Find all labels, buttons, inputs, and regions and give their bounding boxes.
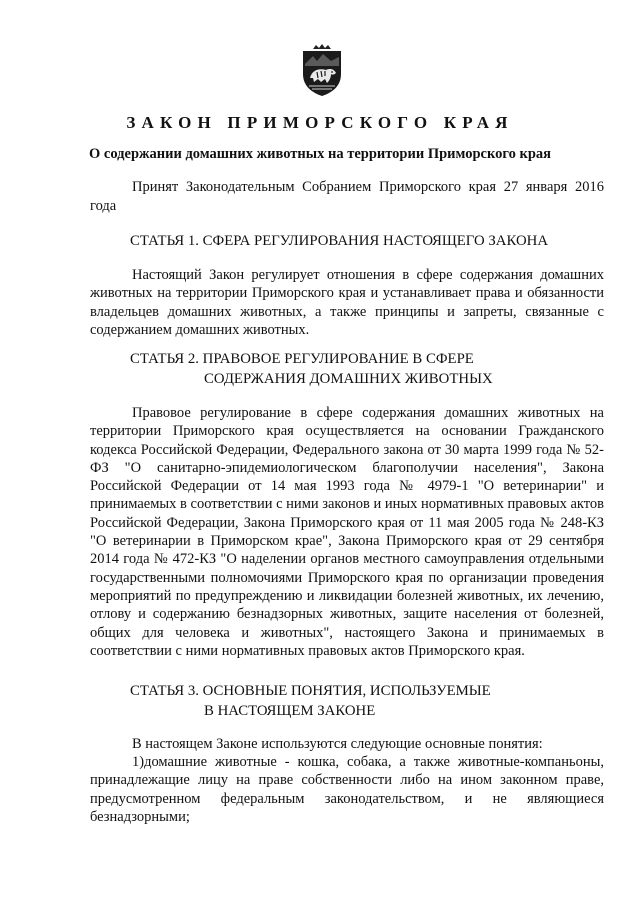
law-subtitle: О содержании домашних животных на территории Приморского края xyxy=(89,146,551,162)
article-3-heading xyxy=(130,681,491,721)
article-heading-line: В НАСТОЯЩЕМ ЗАКОНЕ xyxy=(204,703,376,719)
article-heading-line: СТАТЬЯ 3. ОСНОВНЫЕ ПОНЯТИЯ, ИСПОЛЬЗУЕМЫЕ xyxy=(130,683,491,699)
adoption-note: Принят Законодательным Собранием Приморского края 27 января 2016 года xyxy=(90,179,604,214)
coat-of-arms-tiger-icon xyxy=(301,44,343,96)
law-title: ЗАКОН ПРИМОРСКОГО КРАЯ xyxy=(126,113,514,132)
article-3-definition-item: 1)домашние животные - кошка, собака, а также животные-компаньоны, принадлежащие лицу на праве собственности либо на ином законном праве, предусмотренном федеральным законодательством, и не являющиеся безнадзорными; xyxy=(90,754,604,825)
article-heading-line: СОДЕРЖАНИЯ ДОМАШНИХ ЖИВОТНЫХ xyxy=(204,371,493,387)
article-1-heading xyxy=(130,231,548,251)
article-2-heading xyxy=(130,349,493,389)
article-3-paragraph: В настоящем Законе используются следующие основные понятия: xyxy=(132,736,543,752)
article-2-paragraph: Правовое регулирование в сфере содержания домашних животных на территории Приморского края осуществляется на основании Гражданского кодекса Российской Федерации, Федерального закона от 30 марта 1999 года № 52-ФЗ "О санитарно-эпидемиологическом благополучии населения", Закона Российской Федерации от 14 мая 1993 года № 4979-1 "О ветеринарии" и принимаемых в соответствии с ними законов и иных нормативных правовых актов Российской Федерации, Закона Приморского края от 11 мая 2005 года № 248-КЗ "О ветеринарии в Приморском крае", Закона Приморского края от 29 сентября 2014 года № 472-КЗ "О наделении органов местного самоуправления отдельными государственными полномочиями Приморского края по организации проведения мероприятий по предупреждению и ликвидации болезней животных, их лечению, отлову и содержанию безнадзорных животных, защите населения от болезней, общих для человека и животных", настоящего Закона и принимаемых в соответствии с ними нормативных правовых актов Приморского края. xyxy=(90,405,604,659)
article-1-paragraph: Настоящий Закон регулирует отношения в сфере содержания домашних животных на территории Приморского края и устанавливает права и обязанности владельцев домашних животных, а также принципы и запреты, связанные с содержанием домашних животных. xyxy=(90,267,604,338)
article-heading-line: СТАТЬЯ 2. ПРАВОВОЕ РЕГУЛИРОВАНИЕ В СФЕРЕ xyxy=(130,351,474,367)
article-heading-line: СТАТЬЯ 1. СФЕРА РЕГУЛИРОВАНИЯ НАСТОЯЩЕГО ЗАКОНА xyxy=(130,233,549,249)
